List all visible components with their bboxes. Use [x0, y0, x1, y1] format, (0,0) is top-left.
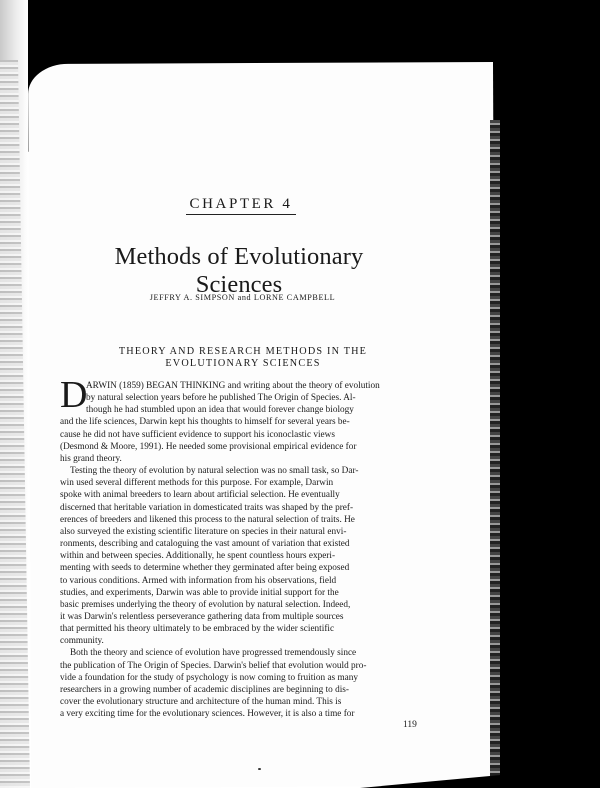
text-line: ARWIN (1859) BEGAN THINKING and writing about the theory of evolution [86, 381, 380, 391]
text-line: cover the evolutionary structure and architecture of the human mind. This is [60, 697, 342, 708]
chapter-label: CHAPTER 4 [186, 196, 296, 215]
text-line: though he had stumbled upon an idea that would forever change biology [86, 405, 354, 416]
scan-speck [258, 768, 261, 770]
text-line: studies, and experiments, Darwin was able to provide initial support for the [60, 587, 339, 598]
text-line: community. [60, 636, 104, 647]
chapter-title: Methods of Evolutionary Sciences [114, 243, 364, 298]
text-line: ronments, describing and cataloguing the vast amount of variation that existed [60, 539, 350, 550]
text-line: the publication of The Origin of Species. Darwin's belief that evolution would pro- [60, 660, 367, 671]
text-line: (Desmond & Moore, 1991). He needed some provisional empirical evidence for [60, 441, 357, 452]
text-line: Both the theory and science of evolution have progressed tremendously since [70, 648, 357, 659]
page-number: 119 [403, 720, 417, 730]
text-line: spoke with animal breeders to learn about artificial selection. He eventually [60, 490, 340, 501]
section-heading-line-2: EVOLUTIONARY SCIENCES [165, 358, 321, 369]
text-line: win used several different methods for this purpose. For example, Darwin [60, 478, 334, 489]
text-line: a very exciting time for the evolutionary sciences. However, it is also a time for [60, 709, 355, 720]
text-line: vide a foundation for the study of psychology is now coming to fruition as many [60, 672, 359, 683]
text-line: by natural selection years before he published The Origin of Species. Al- [86, 393, 356, 404]
text-line: to various conditions. Armed with information from his observations, field [60, 575, 337, 586]
text-line: menting with seeds to determine whether they germinated after being exposed [60, 563, 350, 574]
text-line: within and between species. Additionally, he spent countless hours experi- [60, 551, 336, 562]
text-line: Testing the theory of evolution by natural selection was no small task, so Dar- [70, 466, 359, 477]
text-line: discerned that heritable variation in domesticated traits was shaped by the pref- [60, 502, 354, 513]
section-heading [110, 346, 376, 370]
text-line: it was Darwin's relentless perseverance gathering data from multiple sources [60, 611, 344, 622]
body-text [60, 380, 420, 720]
chapter-authors: JEFFRY A. SIMPSON and LORNE CAMPBELL [149, 293, 336, 302]
text-line: cause he did not have sufficient evidence to support his iconoclastic views [60, 429, 335, 440]
text-line: his grand theory. [60, 453, 122, 464]
text-line: and the life sciences, Darwin kept his thoughts to himself for several years be- [60, 417, 350, 428]
text-line: also surveyed the existing scientific literature on species in their natural envi- [60, 526, 347, 537]
text-line: researchers in a growing number of academic disciplines are beginning to dis- [60, 684, 349, 695]
text-line: basic premises underlying the theory of evolution by natural selection. Indeed, [60, 599, 351, 610]
drop-cap: D [60, 374, 88, 416]
text-line: that permitted his theory ultimately to be embraced by the wider scientific [60, 624, 335, 635]
text-line: erences of breeders and likened this process to the natural selection of traits. He [60, 514, 355, 525]
page-right-edge [490, 120, 500, 788]
section-heading-line-1: THEORY AND RESEARCH METHODS IN THE [118, 346, 368, 357]
